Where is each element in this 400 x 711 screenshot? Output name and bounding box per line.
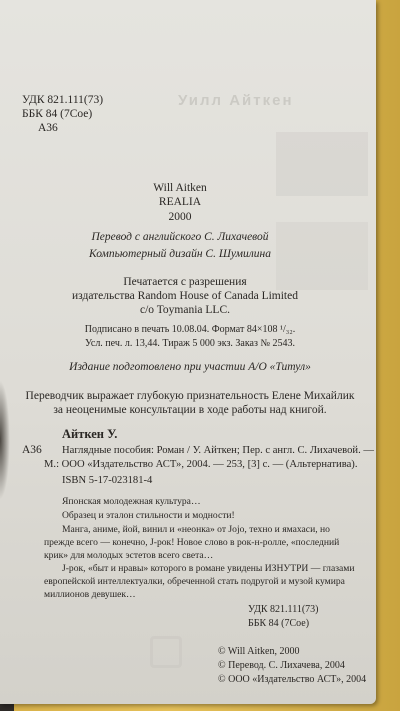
catalog-line: М.: ООО «Издательство АСТ», 2004. — 253, [3] с. — (Альтернатива). bbox=[44, 459, 358, 470]
original-author: Will Aitken bbox=[153, 182, 207, 194]
thanks-line: Переводчик выражает глубокую признательность Елене Михайлик bbox=[25, 390, 355, 402]
rights-line: издательства Random House of Canada Limited bbox=[72, 290, 298, 302]
original-year: 2000 bbox=[168, 211, 192, 223]
prepared-note: Издание подготовлено при участии А/О «Титул» bbox=[69, 361, 311, 373]
author-code: А36 bbox=[38, 122, 58, 134]
catalog-line: Наглядные пособия: Роман / У. Айткен; Пер. с англ. С. Лихачевой. — bbox=[62, 445, 374, 456]
footer-udk: УДК 821.111(73) bbox=[248, 604, 319, 615]
print-info-line: Усл. печ. л. 13,44. Тираж 5 000 экз. Заказ № 2543. bbox=[85, 338, 295, 349]
bbk-code: ББК 84 (7Сое) bbox=[22, 108, 93, 120]
page-shadow bbox=[0, 380, 10, 500]
udk-code: УДК 821.111(73) bbox=[22, 94, 104, 106]
annotation-line: крик» для молодых эстетов всего света… bbox=[44, 550, 214, 561]
thanks-line: за неоценимые консультации в ходе работы над книгой. bbox=[53, 404, 327, 416]
rights-line: c/o Toymania LLC. bbox=[139, 304, 230, 316]
designer-credit: Компьютерный дизайн С. Шумилина bbox=[89, 248, 271, 260]
publisher-logo-show-through bbox=[150, 636, 182, 668]
copyright-line: © Will Aitken, 2000 bbox=[218, 646, 300, 657]
catalog-isbn: ISBN 5-17-023181-4 bbox=[62, 475, 153, 486]
show-through-block-1 bbox=[276, 132, 368, 196]
annotation-line: миллионов девушек… bbox=[44, 589, 136, 600]
annotation-line: Японская молодежная культура… bbox=[62, 496, 201, 507]
annotation-line: Манга, аниме, йой, винил и «неонка» от Jojo, техно и ямахаси, но bbox=[62, 524, 330, 535]
show-through-author: Уилл Айткен bbox=[178, 92, 294, 109]
catalog-code: А36 bbox=[22, 444, 42, 456]
catalog-author: Айткен У. bbox=[62, 427, 118, 441]
annotation-line: Образец и эталон стильности и модности! bbox=[62, 510, 235, 521]
copyright-line: © ООО «Издательство АСТ», 2004 bbox=[218, 674, 367, 685]
annotation-line: прежде всего — конечно, J-рок! Новое слово в рок-н-ролле, «последний bbox=[44, 537, 340, 548]
annotation-line: J-рок, «быт и нравы» которого в романе увидены ИЗНУТРИ — глазами bbox=[62, 563, 355, 574]
annotation-line: европейской интеллектуалки, обреченной стать подругой и музой кумира bbox=[44, 576, 345, 587]
footer-bbk: ББК 84 (7Сое) bbox=[248, 618, 310, 629]
original-title: REALIA bbox=[158, 196, 202, 208]
print-info-line: Подписано в печать 10.08.04. Формат 84×108 ¹/₃₂. bbox=[84, 324, 296, 335]
translator-credit: Перевод с английского С. Лихачевой bbox=[91, 231, 269, 243]
rights-line: Печатается с разрешения bbox=[123, 276, 247, 288]
copyright-line: © Перевод. С. Лихачева, 2004 bbox=[218, 660, 345, 671]
